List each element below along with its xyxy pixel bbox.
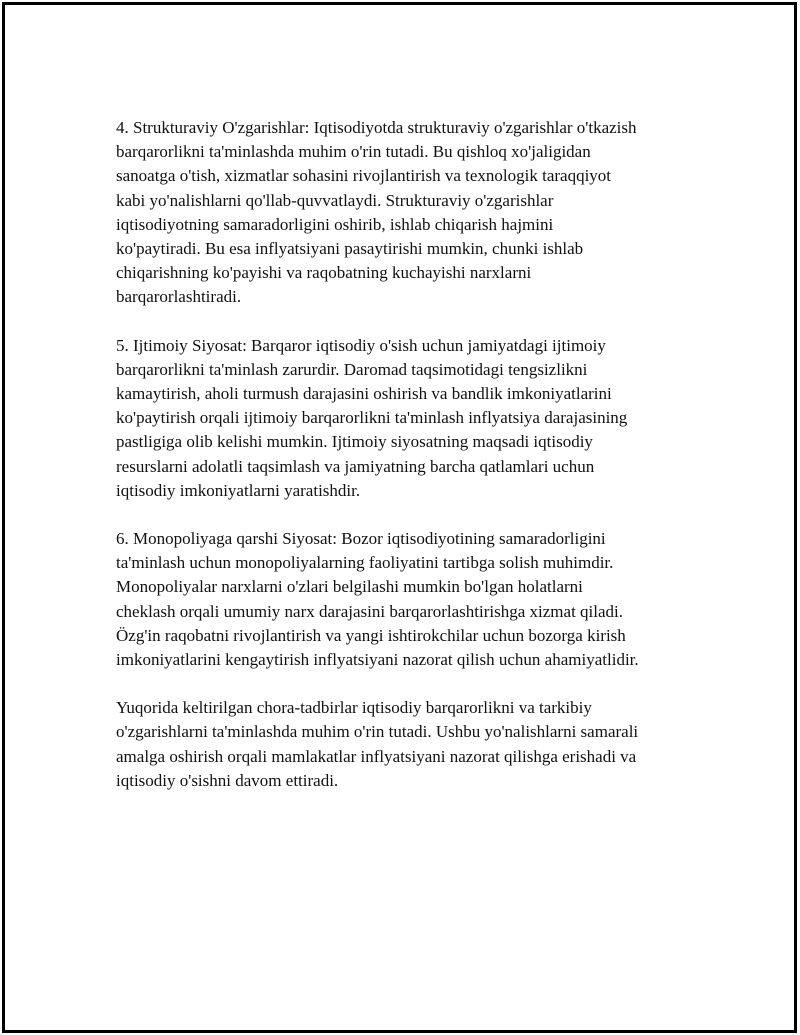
- text-line: Özg'in raqobatni rivojlantirish va yangi ishtirokchilar uchun bozorga kirish: [116, 625, 626, 645]
- text-line: chiqarishning ko'payishi va raqobatning kuchayishi narxlarni: [116, 263, 532, 283]
- text-line: amalga oshirish orqali mamlakatlar inflyatsiyani nazorat qilishga erishadi va: [116, 746, 637, 766]
- text-line: iqtisodiy imkoniyatlarni yaratishdir.: [116, 480, 361, 500]
- text-line: barqarorlashtiradi.: [116, 287, 242, 307]
- text-line: iqtisodiy o'sishni davom ettiradi.: [116, 770, 339, 790]
- text-line: pastligiga olib kelishi mumkin. Ijtimoiy siyosatning maqsadi iqtisodiy: [116, 432, 593, 452]
- text-line: Yuqorida keltirilgan chora-tadbirlar iqtisodiy barqarorlikni va tarkibiy: [116, 698, 592, 718]
- text-line: imkoniyatlarini kengaytirish inflyatsiyani nazorat qilish uchun ahamiyatlidir.: [116, 650, 639, 670]
- text-line: 6. Monopoliyaga qarshi Siyosat: Bozor iqtisodiyotining samaradorligini: [116, 529, 606, 549]
- text-line: barqarorlikni ta'minlash zarurdir. Daromad taqsimotidagi tengsizlikni: [116, 359, 588, 379]
- text-line: kamaytirish, aholi turmush darajasini oshirish va bandlik imkoniyatlarini: [116, 384, 612, 404]
- document-body: [116, 116, 688, 817]
- text-line: 5. Ijtimoiy Siyosat: Barqaror iqtisodiy o'sish uchun jamiyatdagi ijtimoiy: [116, 335, 606, 355]
- text-line: cheklash orqali umumiy narx darajasini barqarorlashtirishga xizmat qiladi.: [116, 601, 624, 621]
- text-line: ko'paytiradi. Bu esa inflyatsiyani pasaytirishi mumkin, chunki ishlab: [116, 239, 584, 259]
- text-line: 4. Strukturaviy O'zgarishlar: Iqtisodiyotda strukturaviy o'zgarishlar o'tkazish: [116, 118, 637, 137]
- paragraph-structural-changes: [116, 116, 688, 310]
- text-line: Monopoliyalar narxlarni o'zlari belgilashi mumkin bo'lgan holatlarni: [116, 577, 583, 597]
- text-line: ta'minlash uchun monopoliyalarning faoliyatini tartibga solish muhimdir.: [116, 553, 614, 573]
- text-line: sanoatga o'tish, xizmatlar sohasini rivojlantirish va texnologik taraqqiyot: [116, 166, 612, 186]
- paragraph-antimonopoly-policy: [116, 527, 688, 672]
- paragraph-conclusion: [116, 696, 688, 793]
- text-line: o'zgarishlarni ta'minlashda muhim o'rin tutadi. Ushbu yo'nalishlarni samarali: [116, 722, 639, 742]
- paragraph-social-policy: [116, 334, 688, 503]
- text-line: ko'paytirish orqali ijtimoiy barqarorlikni ta'minlash inflyatsiya darajasining: [116, 408, 628, 428]
- text-line: kabi yo'nalishlarni qo'llab-quvvatlaydi. Strukturaviy o'zgarishlar: [116, 190, 554, 210]
- text-line: resurslarni adolatli taqsimlash va jamiyatning barcha qatlamlari uchun: [116, 456, 595, 476]
- text-line: barqarorlikni ta'minlashda muhim o'rin tutadi. Bu qishloq xo'jaligidan: [116, 142, 591, 162]
- text-line: iqtisodiyotning samaradorligini oshirib, ishlab chiqarish hajmini: [116, 214, 554, 234]
